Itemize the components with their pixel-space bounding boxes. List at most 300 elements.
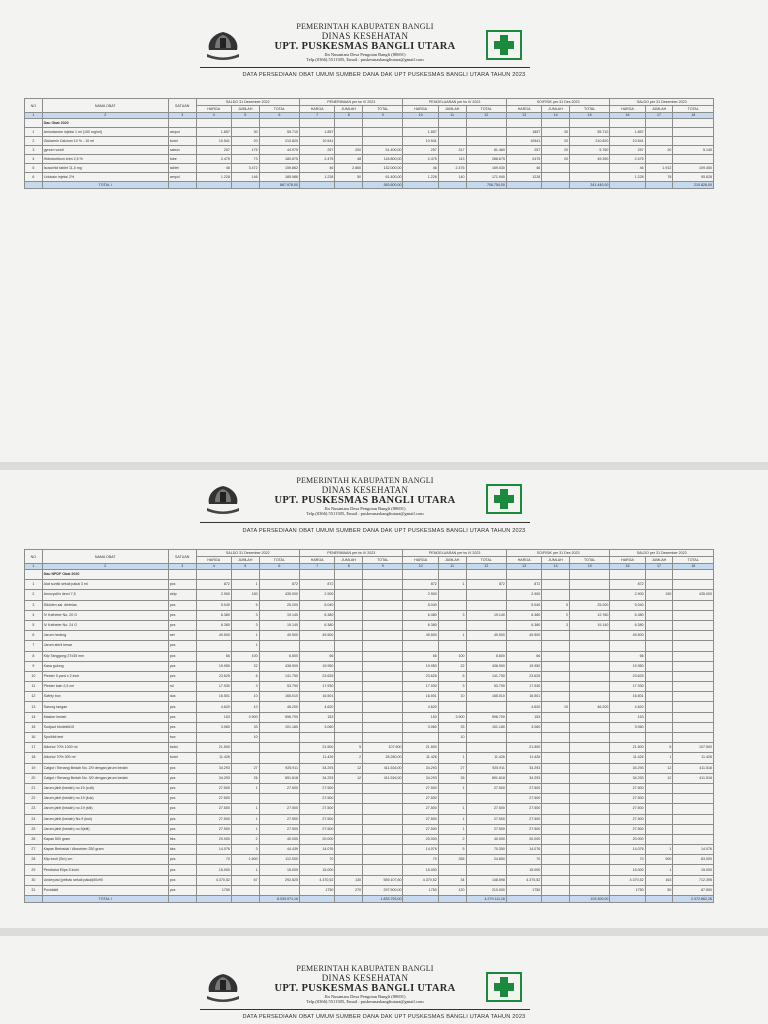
table-cell: 4 (25, 155, 43, 164)
health-cross-icon (486, 970, 522, 1004)
table-cell (466, 137, 506, 146)
table-cell (466, 733, 506, 743)
total-value (335, 896, 363, 903)
table-cell: 16.501 (610, 692, 645, 702)
table-cell: 34.293 (300, 773, 335, 783)
table-cell: 28 (25, 855, 43, 865)
table-cell: 27.500 (506, 783, 541, 793)
table-cell (645, 794, 673, 804)
table-cell (542, 722, 570, 732)
table-row (25, 580, 714, 590)
letterhead (0, 474, 768, 534)
table-cell (335, 733, 363, 743)
table-cell: 23.625 (196, 671, 231, 681)
table-cell: 257 (506, 146, 541, 155)
table-cell (542, 733, 570, 743)
table-cell: 49.390 (570, 155, 610, 164)
table-cell: 34.293 (403, 763, 438, 773)
table-cell (335, 845, 363, 855)
table-cell: 27.500 (610, 804, 645, 814)
table-cell: Kapas 500 gram (42, 834, 168, 844)
table-cell: 34.293 (196, 763, 231, 773)
table-cell: 175 (231, 146, 259, 155)
letterhead-text (260, 476, 470, 516)
table-cell: 20 (231, 137, 259, 146)
table-cell: 872 (506, 580, 541, 590)
table-cell: 19.950 (610, 661, 645, 671)
table-cell: 66 (506, 651, 541, 661)
table-cell: 27.500 (403, 814, 438, 824)
column-header-total: TOTAL (466, 557, 506, 564)
table-cell (610, 733, 645, 743)
table-cell: 891.618 (259, 773, 299, 783)
column-index: 5 (231, 564, 259, 570)
table-cell (570, 773, 610, 783)
table-cell: IV Katheter No. 24 G (42, 620, 168, 630)
table-cell: 1.912 (645, 164, 673, 173)
table-cell: 70 (300, 855, 335, 865)
table-cell: 317 (438, 146, 466, 155)
table-cell: 70 (403, 855, 438, 865)
table-cell: 2 (25, 590, 43, 600)
table-cell: 2 (438, 834, 466, 844)
table-cell: 29 (25, 865, 43, 875)
table-cell (231, 753, 259, 763)
table-row (25, 865, 714, 875)
column-header-qty: JUMLAH (438, 106, 466, 113)
table-cell: 6.380 (300, 620, 335, 630)
table-cell: 12 (335, 773, 363, 783)
table-cell: 2 (231, 834, 259, 844)
table-cell: tube (168, 155, 196, 164)
column-index: 4 (196, 113, 231, 119)
table-cell: 5.040 (506, 600, 541, 610)
table-cell: 1.600 (231, 855, 259, 865)
table-cell (570, 794, 610, 804)
table-cell: 27.500 (196, 783, 231, 793)
table-cell: 6.380 (506, 620, 541, 630)
group-cell (259, 570, 299, 580)
table-cell: 17.930 (196, 682, 231, 692)
column-group-receipts: PENERIMAAN per tw IV 2023 (300, 99, 403, 106)
table-cell: 1.228 (403, 173, 438, 182)
table-row (25, 600, 714, 610)
letterhead-institution: UPT. PUSKESMAS BANGLI UTARA (274, 495, 456, 506)
table-cell: 27.500 (506, 804, 541, 814)
table-cell: 20 (542, 146, 570, 155)
column-header-price: HARGA (403, 557, 438, 564)
table-cell: 22 (25, 794, 43, 804)
table-cell: Klip Tanggong 27x35 mm (42, 651, 168, 661)
table-cell (542, 865, 570, 875)
table-cell (363, 641, 403, 651)
table-cell (335, 590, 363, 600)
table-cell: bks (168, 834, 196, 844)
table-cell: 27.500 (196, 814, 231, 824)
table-cell: pcs (168, 580, 196, 590)
table-cell: 2475 (506, 155, 541, 164)
column-header-total: TOTAL (259, 106, 299, 113)
table-cell: Kasa gulung (42, 661, 168, 671)
table-cell: 4.620 (196, 702, 231, 712)
total-value: 210.826,00 (673, 182, 714, 189)
table-cell (231, 794, 259, 804)
table-cell: 6.380 (196, 610, 231, 620)
table-cell: 6.380 (610, 620, 645, 630)
table-cell: 27.500 (466, 783, 506, 793)
table-cell: pcs (168, 620, 196, 630)
group-cell (610, 570, 645, 580)
health-cross-icon (486, 28, 522, 62)
table-cell (570, 855, 610, 865)
table-cell: 411.516,00 (363, 763, 403, 773)
table-row (25, 804, 714, 814)
column-index: 7 (300, 113, 335, 119)
column-index: 15 (570, 564, 610, 570)
table-cell (570, 590, 610, 600)
table-cell: 11.426 (196, 753, 231, 763)
table-cell (259, 743, 299, 753)
table-row (25, 128, 714, 137)
group-cell (363, 119, 403, 128)
table-cell: 16.501 (196, 692, 231, 702)
column-group-issues: PENGELUARAN per tw IV 2023 (403, 550, 506, 557)
total-value: 706.754,00 (466, 182, 506, 189)
table-cell: 70 (610, 855, 645, 865)
group-cell (438, 570, 466, 580)
total-cell (25, 182, 43, 189)
group-cell (259, 119, 299, 128)
table-cell: Alkohol 70% 1000 ml (42, 743, 168, 753)
table-cell: 596.700 (466, 712, 506, 722)
total-row (25, 182, 714, 189)
table-cell: 14 (25, 712, 43, 722)
table-cell: 53.790 (259, 682, 299, 692)
table-cell: pcs (168, 824, 196, 834)
table-cell: 872 (466, 580, 506, 590)
table-cell: pcs (168, 794, 196, 804)
table-cell: 44.439 (259, 845, 299, 855)
table-cell: 5.040 (610, 600, 645, 610)
table-cell: 11.426 (466, 753, 506, 763)
table-cell: 95.628 (673, 173, 714, 182)
table-cell: 6.380 (196, 620, 231, 630)
table-cell: 2.860 (335, 164, 363, 173)
total-label: TOTAL I (42, 896, 168, 903)
table-cell: 34 (438, 875, 466, 885)
table-cell: 51.400,00 (363, 146, 403, 155)
table-cell (542, 580, 570, 590)
table-cell (570, 824, 610, 834)
table-cell: 17.930 (610, 682, 645, 692)
table-cell: 3 (231, 620, 259, 630)
table-cell (645, 824, 673, 834)
table-cell (673, 641, 714, 651)
column-group-opening-balance: SALDO 31 Desember 2022 (196, 99, 299, 106)
table-cell: 8 (25, 651, 43, 661)
document-title: DATA PERSEDIAAN OBAT UMUM SUMBER DANA DAK UPT PUSKESMAS BANGLI UTARA TAHUN 2023 (242, 1014, 526, 1020)
table-cell (335, 834, 363, 844)
table-cell: 5 (542, 600, 570, 610)
column-header-price: HARGA (610, 557, 645, 564)
table-cell: 292.825 (259, 875, 299, 885)
table-cell (542, 590, 570, 600)
table-cell (363, 620, 403, 630)
table-cell: 66 (300, 651, 335, 661)
table-cell: 5.140 (673, 146, 714, 155)
column-index: 17 (645, 564, 673, 570)
table-cell: Alkohol 70% 300 ml (42, 753, 168, 763)
table-cell: 411.516 (673, 763, 714, 773)
table-cell (570, 814, 610, 824)
table-cell (570, 173, 610, 182)
table-cell (542, 712, 570, 722)
inventory-table-2 (24, 549, 714, 903)
table-cell: pcs (168, 865, 196, 875)
table-cell: 180.675 (259, 155, 299, 164)
table-cell: 3.060 (506, 722, 541, 732)
table-cell (645, 733, 673, 743)
table-row (25, 155, 714, 164)
column-index: 18 (673, 564, 714, 570)
table-cell: 4.370,52 (300, 875, 335, 885)
table-cell: 185.986 (259, 173, 299, 182)
table-cell: 21.500 (403, 743, 438, 753)
table-cell: 132.000,00 (363, 164, 403, 173)
table-cell (542, 641, 570, 651)
table-cell: 10541 (506, 137, 541, 146)
table-cell: 21 (25, 783, 43, 793)
table-cell (438, 794, 466, 804)
table-cell (363, 137, 403, 146)
document-page-3 (0, 936, 768, 1024)
column-index: 13 (506, 564, 541, 570)
table-cell (673, 661, 714, 671)
table-cell (570, 875, 610, 885)
table-cell (363, 128, 403, 137)
total-value: 8.039.971,16 (259, 896, 299, 903)
group-cell (168, 119, 196, 128)
table-cell: 11.426 (403, 753, 438, 763)
table-cell: 4.620 (300, 702, 335, 712)
table-cell: 297.500,00 (363, 885, 403, 895)
table-cell: 26 (25, 834, 43, 844)
table-cell (673, 712, 714, 722)
total-value (335, 182, 363, 189)
table-cell: 6.380 (506, 610, 541, 620)
table-cell: 6.380 (403, 620, 438, 630)
table-cell (570, 783, 610, 793)
table-cell (438, 600, 466, 610)
table-cell: 22 (438, 661, 466, 671)
total-value: 2.372.862,26 (673, 896, 714, 903)
table-cell: 559.107,60 (363, 875, 403, 885)
table-cell: 23 (25, 804, 43, 814)
table-cell: 1 (231, 865, 259, 875)
table-cell (673, 155, 714, 164)
table-cell: strip (168, 590, 196, 600)
table-cell (300, 641, 335, 651)
table-cell: 27.500 (300, 783, 335, 793)
column-header-qty: JUMLAH (438, 557, 466, 564)
table-cell: 712.395 (673, 875, 714, 885)
table-cell (363, 600, 403, 610)
table-cell: 19.140 (570, 620, 610, 630)
table-cell: pcs (168, 875, 196, 885)
table-cell: 46 (506, 164, 541, 173)
table-cell: 1 (231, 814, 259, 824)
table-cell: 3.060 (196, 722, 231, 732)
table-cell: 10 (438, 733, 466, 743)
table-cell (542, 753, 570, 763)
table-cell (335, 794, 363, 804)
table-cell: 140 (438, 173, 466, 182)
table-cell: 5.040 (300, 600, 335, 610)
table-cell: 13 (25, 702, 43, 712)
table-cell: 20.000 (610, 834, 645, 844)
table-cell: 435.000 (673, 590, 714, 600)
table-cell: pcs (168, 610, 196, 620)
table-cell (231, 885, 259, 895)
table-cell (542, 682, 570, 692)
table-cell: 438.900 (466, 661, 506, 671)
column-index: 10 (403, 113, 438, 119)
column-index: 13 (506, 113, 541, 119)
page-separator (0, 928, 768, 936)
table-cell (363, 661, 403, 671)
table-cell (335, 712, 363, 722)
table-row (25, 763, 714, 773)
column-header-price: HARGA (506, 106, 541, 113)
table-cell: 34.293 (610, 773, 645, 783)
table-cell: 3.900 (231, 712, 259, 722)
table-cell (438, 620, 466, 630)
table-cell (570, 845, 610, 855)
table-cell: 27.500 (466, 814, 506, 824)
table-cell (542, 814, 570, 824)
group-cell (403, 570, 438, 580)
table-row (25, 610, 714, 620)
table-cell: 27.500 (259, 814, 299, 824)
table-cell (542, 885, 570, 895)
table-cell (645, 137, 673, 146)
table-cell: gynom vowit (42, 146, 168, 155)
table-cell (335, 631, 363, 641)
table-cell: 46.200 (570, 702, 610, 712)
table-cell: 16 (25, 733, 43, 743)
table-cell: 3 (438, 610, 466, 620)
table-cell (645, 155, 673, 164)
table-cell: 70 (506, 855, 541, 865)
table-cell (542, 631, 570, 641)
group-cell (196, 570, 231, 580)
total-cell (25, 896, 43, 903)
table-cell: 23.625 (610, 671, 645, 681)
table-cell: 200 (335, 146, 363, 155)
column-header-total: TOTAL (673, 557, 714, 564)
group-cell (673, 119, 714, 128)
letterhead (0, 962, 768, 1022)
table-cell: 11 (25, 682, 43, 692)
table-cell: 1.857 (300, 128, 335, 137)
table-cell: 27.500 (300, 804, 335, 814)
table-cell: 49.500 (506, 631, 541, 641)
document-page-1 (0, 0, 768, 462)
table-cell: 165.010 (466, 692, 506, 702)
table-cell: 61.400,00 (363, 173, 403, 182)
table-cell: 14.076 (610, 845, 645, 855)
table-cell: 49.500 (403, 631, 438, 641)
table-cell: 6.380 (610, 610, 645, 620)
table-cell: 17 (25, 743, 43, 753)
table-cell: 6 (25, 631, 43, 641)
table-cell: pcs (168, 641, 196, 651)
letterhead-department: DINAS KESEHATAN (321, 485, 409, 495)
table-cell: 118.800,00 (363, 155, 403, 164)
total-label: TOTAL I (42, 182, 168, 189)
table-cell: 2 (25, 137, 43, 146)
table-cell: 5 (645, 743, 673, 753)
table-cell: 1.857 (610, 128, 645, 137)
table-cell: 100 (438, 651, 466, 661)
table-cell (542, 773, 570, 783)
table-cell: 30 (231, 128, 259, 137)
table-cell (645, 651, 673, 661)
table-cell: 2.900 (506, 590, 541, 600)
table-cell: 49.500 (466, 631, 506, 641)
letterhead-address: Jln Nusantara Desa Pengotan Bangli (80691) (324, 994, 406, 999)
letterhead-government: PEMERINTAH KABUPATEN BANGLI (296, 476, 434, 485)
table-cell: 1 (438, 580, 466, 590)
table-cell (335, 682, 363, 692)
table-cell: 120 (438, 885, 466, 895)
table-cell: 2.900 (196, 590, 231, 600)
group-cell (363, 570, 403, 580)
table-cell: Kapas Berbadal / Absorben 250 gram (42, 845, 168, 855)
group-cell (335, 119, 363, 128)
table-row (25, 814, 714, 824)
table-cell (363, 712, 403, 722)
table-cell: pcs (168, 814, 196, 824)
table-cell: 24 (25, 814, 43, 824)
column-index: 12 (466, 113, 506, 119)
column-index: 3 (168, 113, 196, 119)
table-cell (673, 580, 714, 590)
column-index: 6 (259, 113, 299, 119)
table-cell: 438.900 (259, 661, 299, 671)
table-cell: 46 (196, 164, 231, 173)
table-cell (570, 834, 610, 844)
letterhead (0, 20, 768, 80)
table-cell: 20.000 (403, 834, 438, 844)
column-index: 14 (542, 564, 570, 570)
table-cell (673, 834, 714, 844)
table-cell (645, 631, 673, 641)
table-cell (645, 682, 673, 692)
table-cell: 27 (438, 763, 466, 773)
table-cell: 27.500 (610, 814, 645, 824)
table-cell: Plester 5 yard x 2 inch (42, 671, 168, 681)
column-group-closing-balance: SALDO per 31 Desember 2023 (610, 99, 714, 106)
table-row (25, 753, 714, 763)
table-cell: Jarum jahit (bedah) no.19 (cutt) (42, 783, 168, 793)
table-cell (570, 651, 610, 661)
group-cell (506, 119, 541, 128)
table-cell: 25 (25, 824, 43, 834)
table-cell: 146 (231, 173, 259, 182)
column-index: 15 (570, 113, 610, 119)
table-cell (335, 783, 363, 793)
